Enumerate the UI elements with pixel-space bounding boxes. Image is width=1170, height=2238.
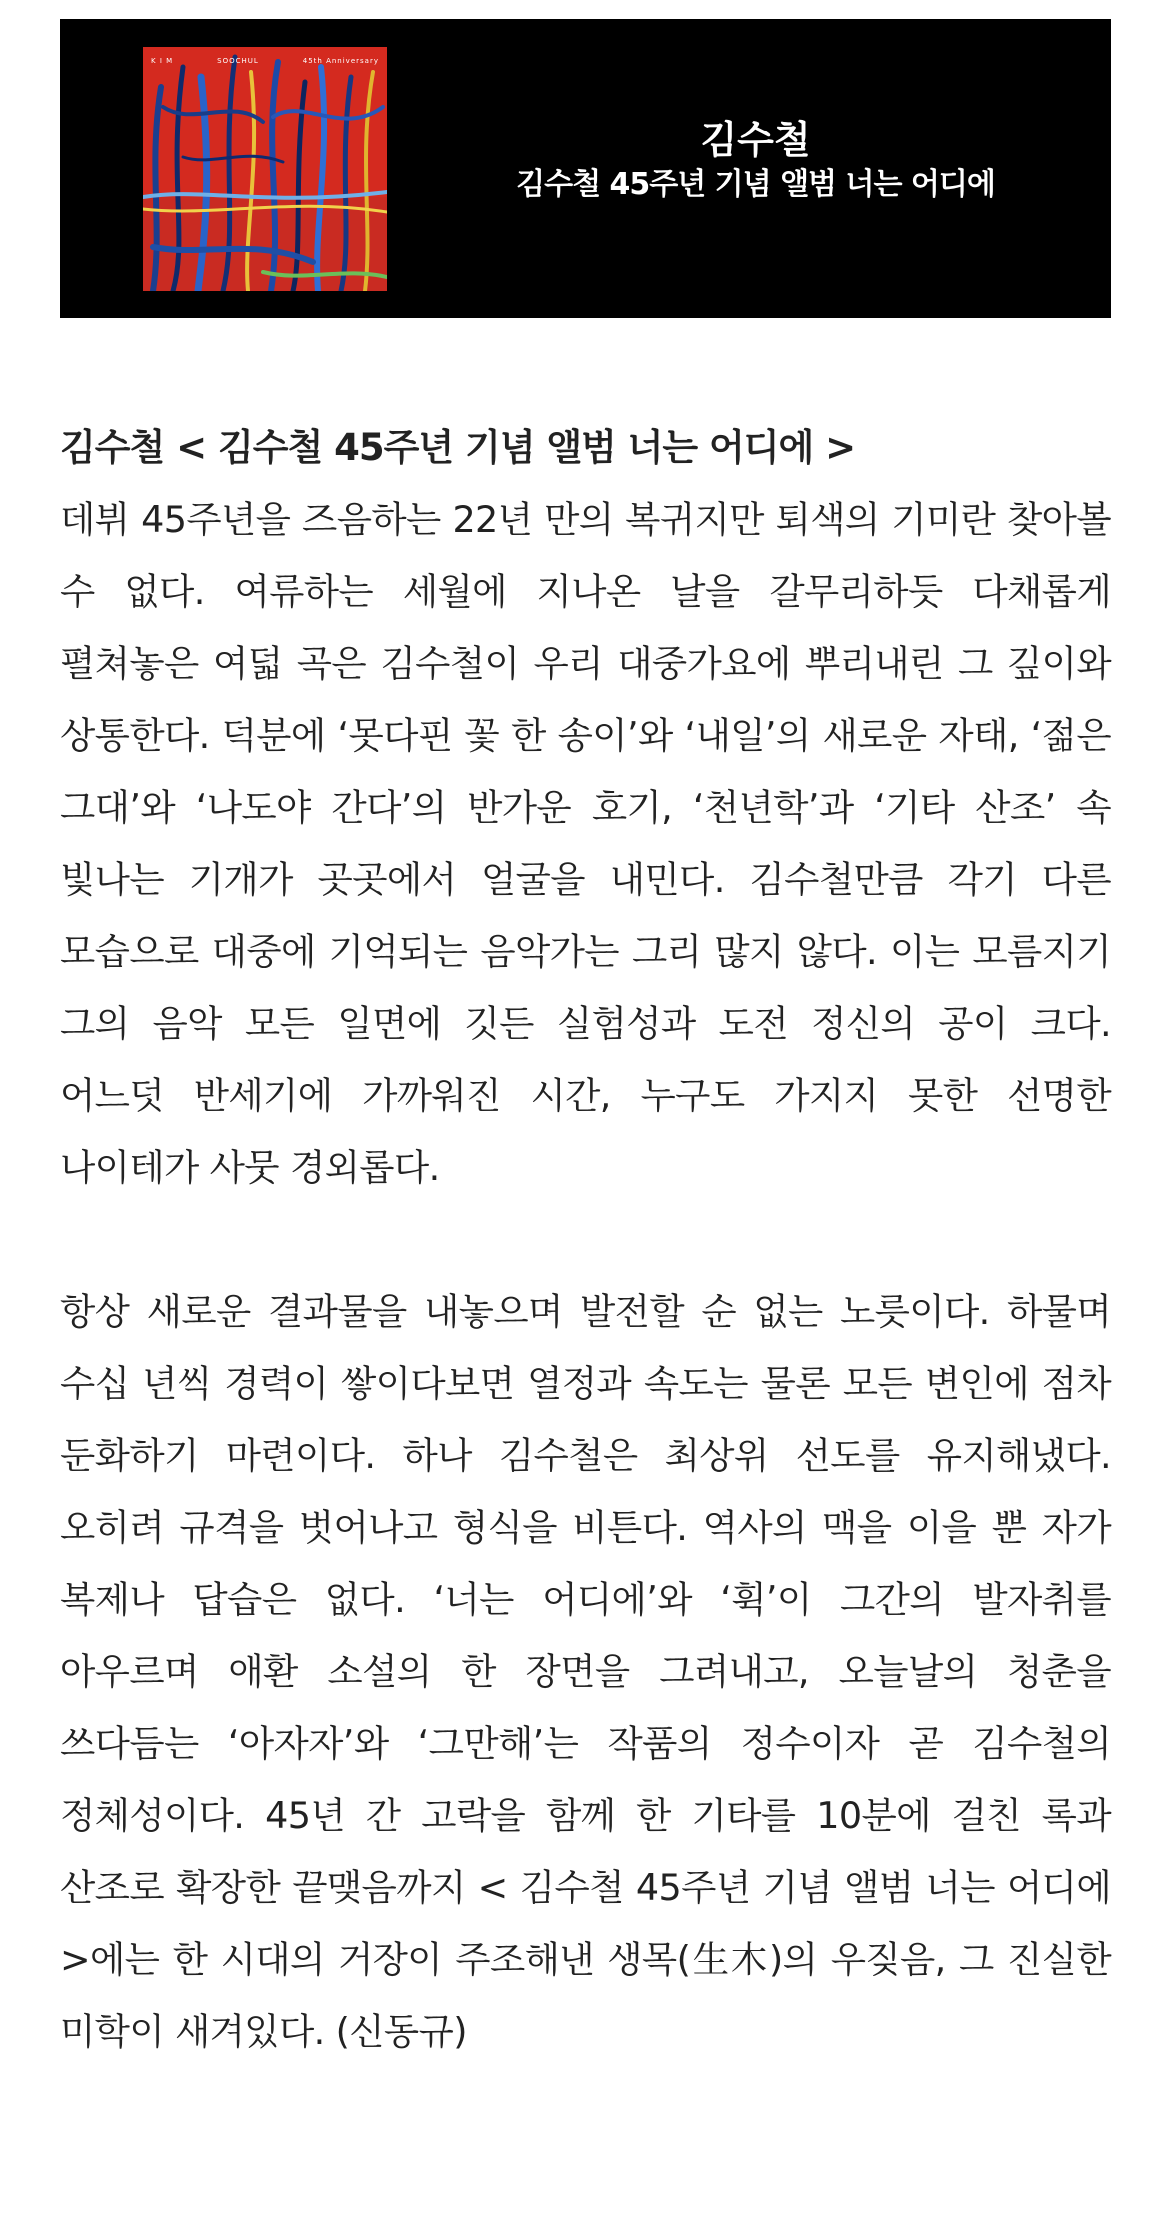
album-cover-image[interactable]	[143, 47, 387, 291]
review-article	[60, 412, 1111, 2068]
cover-caption-text: K I M	[151, 57, 174, 65]
paragraph-spacer	[60, 1204, 1111, 1276]
album-cover-caption	[143, 57, 387, 65]
review-paragraph: 항상 새로운 결과물을 내놓으며 발전할 순 없는 노릇이다. 하물며 수십 년씩 경력이 쌓이다보면 열정과 속도는 물론 모든 변인에 점차 둔화하기 마련이다. 하나 김수철은 최상위 선도를 유지해냈다. 오히려 규격을 벗어나고 형식을 비튼다. 역사의 맥을 이을 뿐 자가 복제나 답습은 없다. ‘너는 어디에’와 ‘휙’이 그간의 발자취를 아우르며 애환 소설의 한 장면을 그려내고, 오늘날의 청춘을 쓰다듬는 ‘아자자’와 ‘그만해’는 작품의 정수이자 곧 김수철의 정체성이다. 45년 간 고락을 함께 한 기타를 10분에 걸친 록과 산조로 확장한 끝맺음까지 < 김수철 45주년 기념 앨범 너는 어디에 >에는 한 시대의 거장이 주조해낸 생목(生木)의 우짖음, 그 진실한 미학이 새겨있다. (신동규)	[60, 1290, 1111, 2053]
cover-caption-text: SOOCHUL	[217, 57, 259, 65]
album-banner	[60, 19, 1111, 318]
banner-album-title: 김수철 45주년 기념 앨범 너는 어디에	[516, 167, 995, 202]
banner-artist-name: 김수철	[700, 118, 811, 162]
banner-title-block	[400, 115, 1111, 205]
album-cover-artwork	[143, 47, 387, 291]
cover-caption-text: 45th Anniversary	[302, 57, 379, 65]
review-heading: 김수철 < 김수철 45주년 기념 앨범 너는 어디에 >	[60, 426, 856, 469]
review-paragraph: 데뷔 45주년을 즈음하는 22년 만의 복귀지만 퇴색의 기미란 찾아볼 수 없다. 여류하는 세월에 지나온 날을 갈무리하듯 다채롭게 펼쳐놓은 여덟 곡은 김수철이 우리 대중가요에 뿌리내린 그 깊이와 상통한다. 덕분에 ‘못다핀 꽃 한 송이’와 ‘내일’의 새로운 자태, ‘젊은 그대’와 ‘나도야 간다’의 반가운 호기, ‘천년학’과 ‘기타 산조’ 속 빛나는 기개가 곳곳에서 얼굴을 내민다. 김수철만큼 각기 다른 모습으로 대중에 기억되는 음악가는 그리 많지 않다. 이는 모름지기 그의 음악 모든 일면에 깃든 실험성과 도전 정신의 공이 크다. 어느덧 반세기에 가까워진 시간, 누구도 가지지 못한 선명한 나이테가 사뭇 경외롭다.	[60, 498, 1111, 1189]
